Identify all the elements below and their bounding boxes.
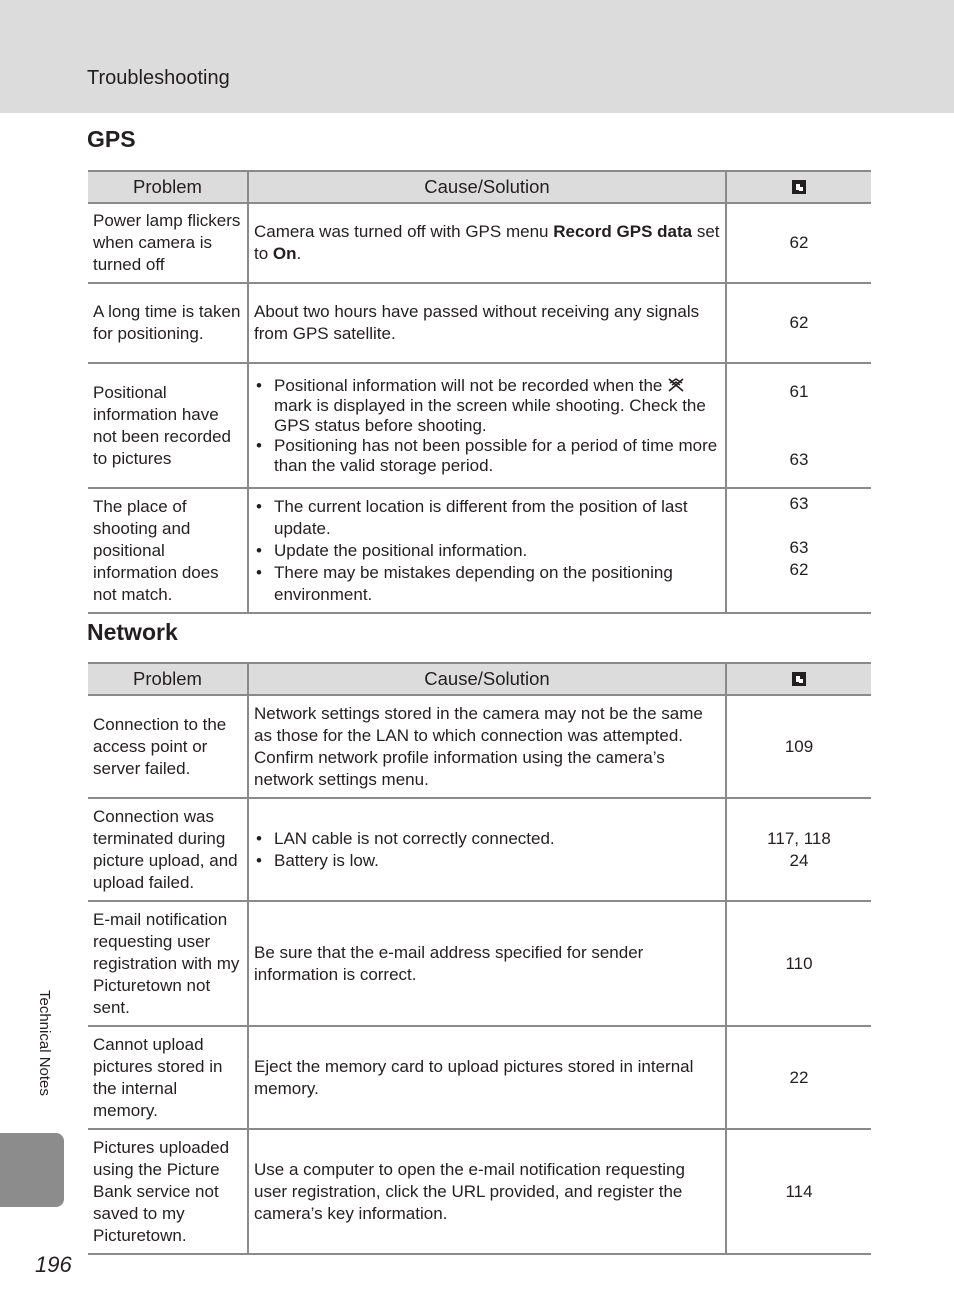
cause-text: set to xyxy=(254,222,720,263)
setting-value: On xyxy=(272,244,297,263)
table-row xyxy=(88,798,871,901)
list-item: • There may be mistakes depending on the positioning environment. xyxy=(254,562,720,606)
list-item xyxy=(254,376,720,436)
column-header-cause: Cause/Solution xyxy=(248,171,726,203)
network-heading: Network xyxy=(87,619,178,645)
table-row xyxy=(88,1026,871,1129)
page-reference-icon xyxy=(792,180,806,194)
list-item: • The current location is different from the position of last update. xyxy=(254,496,720,540)
page-cell: 114 xyxy=(726,1129,871,1254)
cause-cell: Eject the memory card to upload pictures stored in internal memory. xyxy=(248,1026,726,1129)
problem-cell: Cannot upload pictures stored in the internal memory. xyxy=(88,1026,248,1129)
table-row xyxy=(88,901,871,1026)
page-ref: 63 xyxy=(789,494,809,513)
page-cell xyxy=(726,488,871,613)
bullet-list xyxy=(254,376,720,476)
page-cell: 62 xyxy=(726,283,871,363)
cause-cell xyxy=(248,363,726,488)
cause-cell: Network settings stored in the camera may not be the same as those for the LAN to which connection was attempted. Confirm network profile information using the camera’s network settings menu. xyxy=(248,695,726,798)
problem-cell: Connection was terminated during picture upload, and upload failed. xyxy=(88,798,248,901)
page-cell: 110 xyxy=(726,901,871,1026)
gps-heading: GPS xyxy=(87,126,136,152)
page-cell: 62 xyxy=(726,203,871,283)
network-table xyxy=(88,662,871,1255)
column-header-problem: Problem xyxy=(88,663,248,695)
bullet-list xyxy=(254,496,720,606)
page-ref: 24 xyxy=(789,850,809,870)
problem-cell: Power lamp flickers when camera is turned off xyxy=(88,203,248,283)
cause-cell xyxy=(248,203,726,283)
menu-item-name: Record GPS data xyxy=(553,222,693,241)
list-item: • Positioning has not been possible for a period of time more than the valid storage period. xyxy=(254,436,720,476)
problem-cell: A long time is taken for positioning. xyxy=(88,283,248,363)
column-header-page xyxy=(726,663,871,695)
page-cell: 22 xyxy=(726,1026,871,1129)
table-row xyxy=(88,695,871,798)
problem-cell: Pictures uploaded using the Picture Bank service not saved to my Picturetown. xyxy=(88,1129,248,1254)
table-row xyxy=(88,283,871,363)
problem-cell: Positional information have not been recorded to pictures xyxy=(88,363,248,488)
list-item: • Update the positional information. xyxy=(254,540,720,562)
table-header-row xyxy=(88,663,871,695)
page-ref: 61 xyxy=(789,381,809,401)
page-ref: 62 xyxy=(789,560,809,579)
column-header-problem: Problem xyxy=(88,171,248,203)
cause-cell: About two hours have passed without receiving any signals from GPS satellite. xyxy=(248,283,726,363)
list-item: • LAN cable is not correctly connected. xyxy=(254,828,720,850)
list-item: • Battery is low. xyxy=(254,850,720,872)
page-reference-icon xyxy=(792,672,806,686)
page-cell xyxy=(726,798,871,901)
page-ref: 63 xyxy=(789,449,809,469)
column-header-cause: Cause/Solution xyxy=(248,663,726,695)
table-row xyxy=(88,1129,871,1254)
cause-cell xyxy=(248,488,726,613)
header-title: Troubleshooting xyxy=(87,67,230,89)
cause-text: . xyxy=(296,244,302,263)
table-row xyxy=(88,363,871,488)
page-number: 196 xyxy=(35,1252,72,1277)
page-ref: 117, 118 xyxy=(767,828,831,848)
header-band xyxy=(0,0,954,113)
gps-table xyxy=(88,170,871,614)
table-header-row xyxy=(88,171,871,203)
cause-cell xyxy=(248,798,726,901)
no-gps-signal-icon xyxy=(667,377,685,393)
side-section-label: Technical Notes xyxy=(36,990,53,1096)
table-row xyxy=(88,488,871,613)
page-ref: 63 xyxy=(789,538,809,557)
column-header-page xyxy=(726,171,871,203)
bullet-list xyxy=(254,828,720,872)
table-row xyxy=(88,203,871,283)
page-cell xyxy=(726,363,871,488)
bullet-text: mark is displayed in the screen while shooting. Check the GPS status before shooting. xyxy=(274,395,706,435)
page-cell: 109 xyxy=(726,695,871,798)
cause-cell: Be sure that the e-mail address specified for sender information is correct. xyxy=(248,901,726,1026)
cause-text: Camera was turned off with GPS menu xyxy=(254,222,554,241)
bullet-text: Positional information will not be recorded when the xyxy=(274,375,663,395)
problem-cell: The place of shooting and positional information does not match. xyxy=(88,488,248,613)
side-section-tab xyxy=(0,1133,64,1207)
problem-cell: Connection to the access point or server failed. xyxy=(88,695,248,798)
cause-cell: Use a computer to open the e-mail notification requesting user registration, click the URL provided, and register the camera’s key information. xyxy=(248,1129,726,1254)
problem-cell: E-mail notification requesting user registration with my Picturetown not sent. xyxy=(88,901,248,1026)
